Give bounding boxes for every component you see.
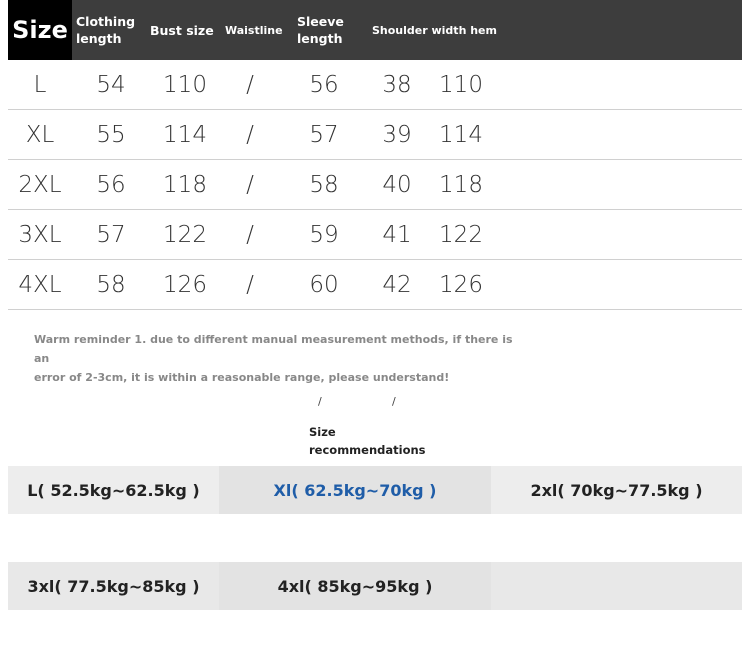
- recommendation-xl: Xl( 62.5kg~70kg ): [219, 466, 491, 514]
- cell-clothing-length: 56: [96, 172, 126, 198]
- cell-clothing-length: 57: [96, 222, 126, 248]
- cell-size: 3XL: [18, 222, 62, 248]
- table-row: [8, 260, 742, 310]
- cell-bust: 126: [163, 272, 207, 298]
- cell-waistline: /: [246, 272, 254, 298]
- header-size: Size: [8, 0, 72, 60]
- table-row: [8, 210, 742, 260]
- cell-sleeve-length: 56: [309, 72, 339, 98]
- cell-clothing-length: 54: [96, 72, 126, 98]
- recommendation-3xl: 3xl( 77.5kg~85kg ): [8, 562, 219, 610]
- tick-mark: /: [318, 395, 322, 408]
- cell-hem: 118: [439, 172, 483, 198]
- table-row: [8, 60, 742, 110]
- table-row: [8, 110, 742, 160]
- cell-hem: 114: [439, 122, 483, 148]
- cell-sleeve-length: 57: [309, 122, 339, 148]
- cell-bust: 118: [163, 172, 207, 198]
- cell-shoulder-width: 39: [382, 122, 412, 148]
- cell-hem: 110: [439, 72, 483, 98]
- cell-hem: 126: [439, 272, 483, 298]
- cell-size: 2XL: [18, 172, 62, 198]
- cell-bust: 114: [163, 122, 207, 148]
- recommendation-l: L( 52.5kg~62.5kg ): [8, 466, 219, 514]
- table-row: [8, 160, 742, 210]
- header-bust-size: Bust size: [150, 22, 214, 38]
- recommendation-2xl: 2xl( 70kg~77.5kg ): [491, 466, 742, 514]
- tick-mark: /: [392, 395, 396, 408]
- warm-reminder: Warm reminder 1. due to different manual measurement methods, if there is an error of 2-3cm, it is within a reasonable range, please understand!: [34, 333, 513, 384]
- cell-sleeve-length: 58: [309, 172, 339, 198]
- cell-clothing-length: 58: [96, 272, 126, 298]
- size-table-header: [8, 0, 742, 60]
- cell-waistline: /: [246, 72, 254, 98]
- recommendation-empty: [491, 562, 742, 610]
- header-sleeve-length: Sleeve length: [297, 14, 344, 46]
- cell-shoulder-width: 41: [382, 222, 412, 248]
- cell-sleeve-length: 59: [309, 222, 339, 248]
- cell-size: XL: [25, 122, 55, 148]
- header-waistline: Waistline: [225, 23, 283, 37]
- cell-size: 4XL: [18, 272, 62, 298]
- cell-clothing-length: 55: [96, 122, 126, 148]
- header-clothing-length: Clothing length: [76, 14, 136, 46]
- cell-waistline: /: [246, 222, 254, 248]
- cell-waistline: /: [246, 122, 254, 148]
- size-recommendations-title: Size recommendations: [309, 425, 426, 457]
- cell-shoulder-width: 38: [382, 72, 412, 98]
- cell-bust: 110: [163, 72, 207, 98]
- cell-shoulder-width: 42: [382, 272, 412, 298]
- recommendation-4xl: 4xl( 85kg~95kg ): [219, 562, 491, 610]
- cell-sleeve-length: 60: [309, 272, 339, 298]
- cell-size: L: [33, 72, 47, 98]
- cell-shoulder-width: 40: [382, 172, 412, 198]
- cell-bust: 122: [163, 222, 207, 248]
- header-shoulder-width-hem: Shoulder width hem: [372, 23, 497, 37]
- cell-hem: 122: [439, 222, 483, 248]
- cell-waistline: /: [246, 172, 254, 198]
